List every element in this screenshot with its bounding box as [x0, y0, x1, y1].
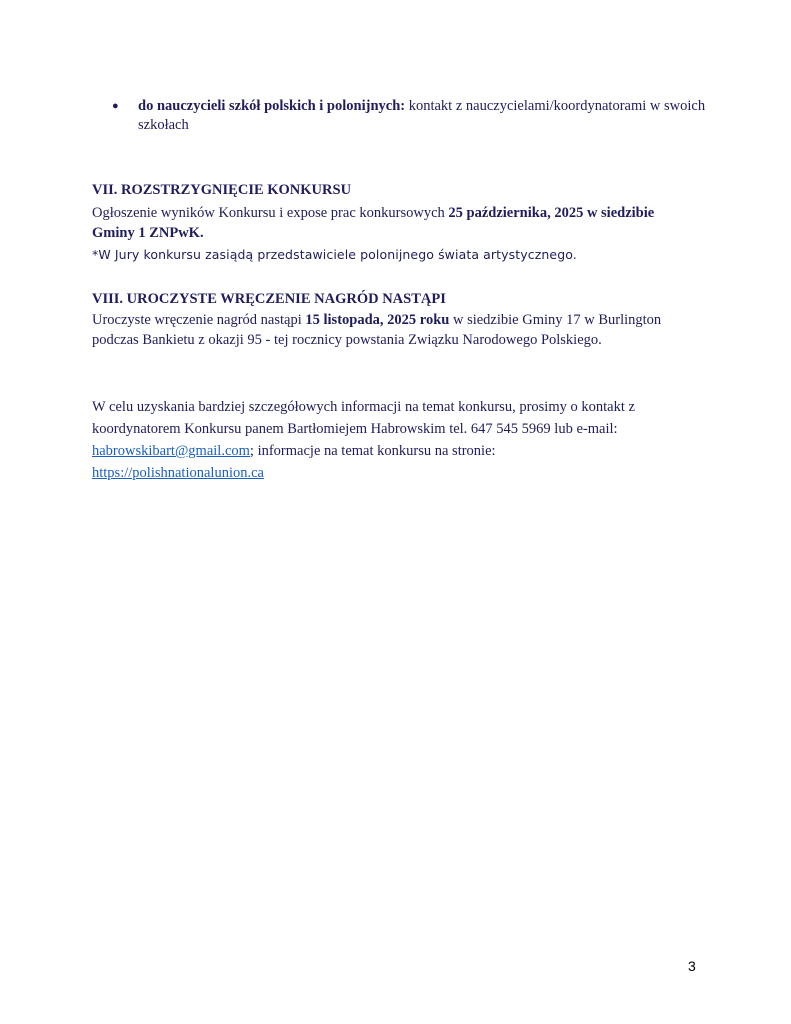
awards-text-start: Uroczyste wręczenie nagród nastąpi [92, 312, 306, 328]
section-results [92, 181, 692, 265]
page-number: 3 [688, 958, 696, 974]
contact-paragraph [92, 396, 692, 484]
section-awards-heading: VIII. UROCZYSTE WRĘCZENIE NAGRÓD NASTĄPI [92, 291, 446, 307]
bullet-dot-icon: ● [112, 100, 119, 112]
jury-note: *W Jury konkursu zasiądą przedstawiciele polonijnego świata artystycznego. [92, 247, 577, 262]
contact-text-website: ; informacje na temat konkursu na stronie: [249, 443, 496, 459]
section-awards [92, 290, 692, 350]
bullet-plain-text: kontakt z nauczycielami/koordynatorami w swoich szkołach [138, 98, 706, 133]
bullet-bold-text: do nauczycieli szkół polskich i polonijnych: [138, 98, 406, 114]
email-link[interactable]: habrowskibart@gmail.com [92, 443, 250, 459]
results-text: Ogłoszenie wyników Konkursu i expose prac konkursowych [92, 205, 449, 221]
awards-text-end: w siedzibie Gminy 17 w Burlington podczas Bankietu z okazji 95 - tej rocznicy powstania Związku Narodowego Polskiego. [92, 312, 662, 348]
website-link[interactable]: https://polishnationalunion.ca [92, 465, 264, 481]
awards-date: 15 listopada, 2025 roku [305, 312, 450, 328]
section-awards-paragraph [92, 311, 692, 350]
section-results-paragraph [92, 204, 692, 243]
results-date-location: 25 października, 2025 w siedzibie Gminy 1 ZNPwK. [92, 205, 655, 241]
section-results-heading: VII. ROZSTRZYGNIĘCIE KONKURSU [92, 182, 352, 198]
contact-text: W celu uzyskania bardziej szczegółowych informacji na temat konkursu, prosimy o kontakt z koordynatorem Konkursu panem Bartłomiejem Habrowskim tel. 647 545 5969 lub e-mail: [92, 399, 635, 437]
bullet-text [138, 97, 708, 135]
